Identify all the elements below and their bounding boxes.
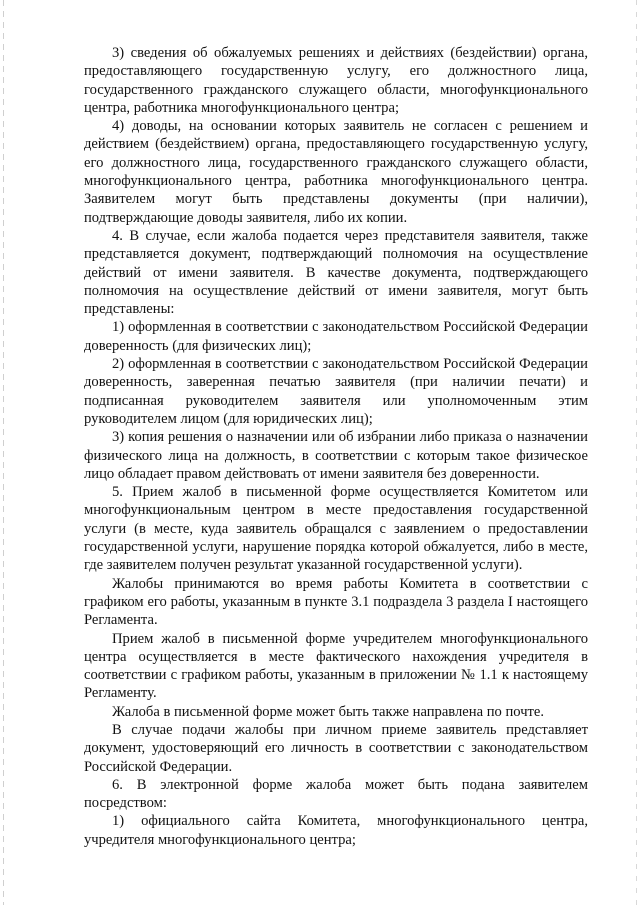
paragraph-mail: Жалоба в письменной форме может быть также направлена по почте. [112, 703, 545, 720]
paragraph-working-hours: Жалобы принимаются во время работы Комитета в соответствии с графиком его работы, указанным в пункте 3.1 подраздела 3 раздела I настоящего Регламента. [84, 575, 588, 629]
scan-edge-right [636, 0, 637, 905]
paragraph-item-3-details: 3) сведения об обжалуемых решениях и действиях (бездействии) органа, предоставляющего государственную услугу, его должностного лица, государственного гражданского служащего области, многофункционального центра, работника многофункционального центра; [84, 45, 588, 116]
paragraph-section-5-written-complaints: 5. Прием жалоб в письменной форме осуществляется Комитетом или многофункциональным центром в месте предоставления государственной услуги (в месте, куда заявитель обращался с заявлением о предоставлении государственной услуги, нарушение порядка которой обжалуется, либо в месте, где заявителем получен результат указанной государственной услуги). [84, 484, 588, 574]
paragraph-subitem-2-legal-entities: 2) оформленная в соответствии с законодательством Российской Федерации доверенность, заверенная печатью заявителя (при наличии печати) и подписанная руководителем заявителя или уполномоченным этим руководителем лицом (для юридических лиц); [84, 356, 588, 427]
paragraph-item-4-arguments: 4) доводы, на основании которых заявитель не согласен с решением и действием (бездействием) органа, предоставляющего государственную услугу, его должностного лица, государственного гражданского служащего области, многофункционального центра, работника многофункционального центра. Заявителем могут быть представлены документы (при наличии), подтверждающие доводы заявителя, либо их копии. [84, 118, 588, 226]
paragraph-section-4-representative: 4. В случае, если жалоба подается через представителя заявителя, также представляется документ, подтверждающий полномочия на осуществление действий от имени заявителя. В качестве документа, подтверждающего полномочия на осуществление действий от имени заявителя, могут быть представлены: [84, 227, 588, 318]
document-body [84, 44, 588, 849]
paragraph-subitem-3-appointment: 3) копия решения о назначении или об избрании либо приказа о назначении физического лица на должность, в соответствии с которым такое физическое лицо обладает правом действовать от имени заявителя без доверенности. [84, 429, 588, 482]
paragraph-subitem-1-official-site: 1) официального сайта Комитета, многофункционального центра, учредителя многофункционального центра; [84, 813, 588, 848]
paragraph-section-6-electronic: 6. В электронной форме жалоба может быть подана заявителем посредством: [84, 776, 588, 812]
scan-edge-left [3, 0, 4, 905]
paragraph-subitem-1-individuals: 1) оформленная в соответствии с законодательством Российской Федерации доверенность (для физических лиц); [84, 319, 588, 354]
paragraph-personal-reception: В случае подачи жалобы при личном приеме заявитель представляет документ, удостоверяющий его личность в соответствии с законодательством Российской Федерации. [84, 721, 588, 775]
paragraph-founder-reception: Прием жалоб в письменной форме учредителем многофункционального центра осуществляется в месте фактического нахождения учредителя в соответствии с графиком работы, указанным в приложении № 1.1 к настоящему Регламенту. [84, 630, 588, 702]
